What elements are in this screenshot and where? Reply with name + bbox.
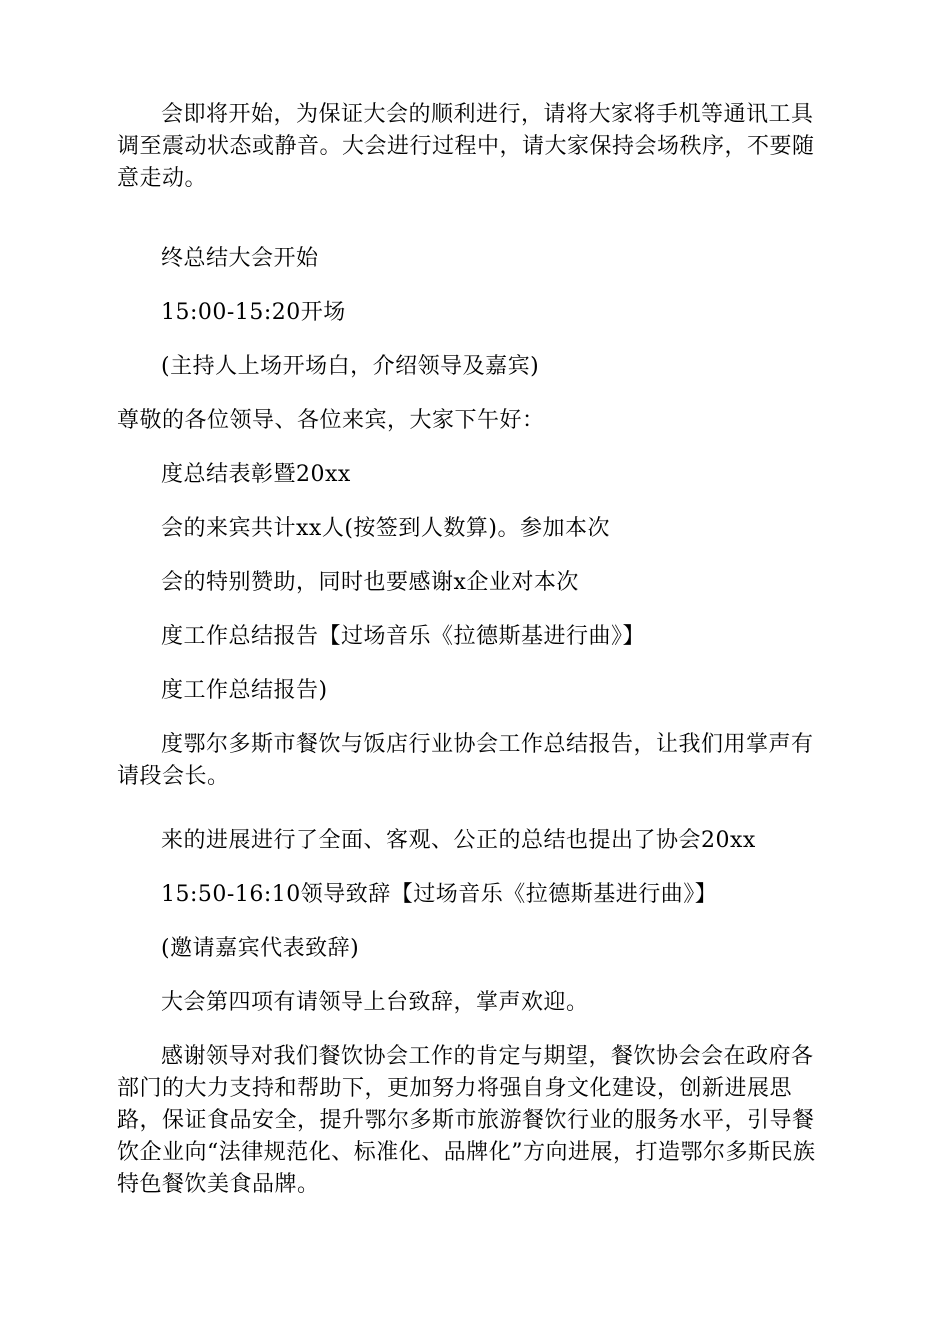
paragraph-sponsor-thanks: 会的特别赞助，同时也要感谢x企业对本次 xyxy=(161,570,579,595)
paragraph-guest-speech: (邀请嘉宾代表致辞) xyxy=(161,936,360,961)
paragraph-commendation: 度总结表彰暨20xx xyxy=(161,462,351,487)
paragraph-progress-summary: 来的进展进行了全面、客观、公正的总结也提出了协会20xx xyxy=(161,828,756,853)
paragraph-opening-notice: 会即将开始，为保证大会的顺利进行，请将大家将手机等通讯工具调至震动状态或静音。大会进行过程中，请大家保持会场秩序，不要随意走动。 xyxy=(117,102,815,191)
paragraph-opening-time: 15:00-15:20开场 xyxy=(161,300,346,325)
paragraph-host-note: (主持人上场开场白，介绍领导及嘉宾) xyxy=(161,354,540,379)
paragraph-leader-speech-time: 15:50-16:10领导致辞【过场音乐《拉德斯基进行曲》】 xyxy=(161,882,718,907)
paragraph-closing-thanks: 感谢领导对我们餐饮协会工作的肯定与期望，餐饮协会会在政府各部门的大力支持和帮助下，更加努力将强自身文化建设，创新进展思路，保证食品安全，提升鄂尔多斯市旅游餐饮行业的服务水平，引导餐饮企业向“法律规范化、标准化、品牌化”方向进展，打造鄂尔多斯民族特色餐饮美食品牌。 xyxy=(117,1044,816,1197)
paragraph-greeting: 尊敬的各位领导、各位来宾，大家下午好： xyxy=(117,408,545,433)
paragraph-association-report: 度鄂尔多斯市餐饮与饭店行业协会工作总结报告，让我们用掌声有请段会长。 xyxy=(117,732,814,789)
paragraph-guest-count: 会的来宾共计xx人(按签到人数算)。参加本次 xyxy=(161,516,610,541)
paragraph-work-report-music: 度工作总结报告【过场音乐《拉德斯基进行曲》】 xyxy=(161,624,646,649)
paragraph-meeting-start: 终总结大会开始 xyxy=(161,246,319,271)
paragraph-work-report: 度工作总结报告) xyxy=(161,678,328,703)
paragraph-fourth-item: 大会第四项有请领导上台致辞，掌声欢迎。 xyxy=(161,990,589,1015)
